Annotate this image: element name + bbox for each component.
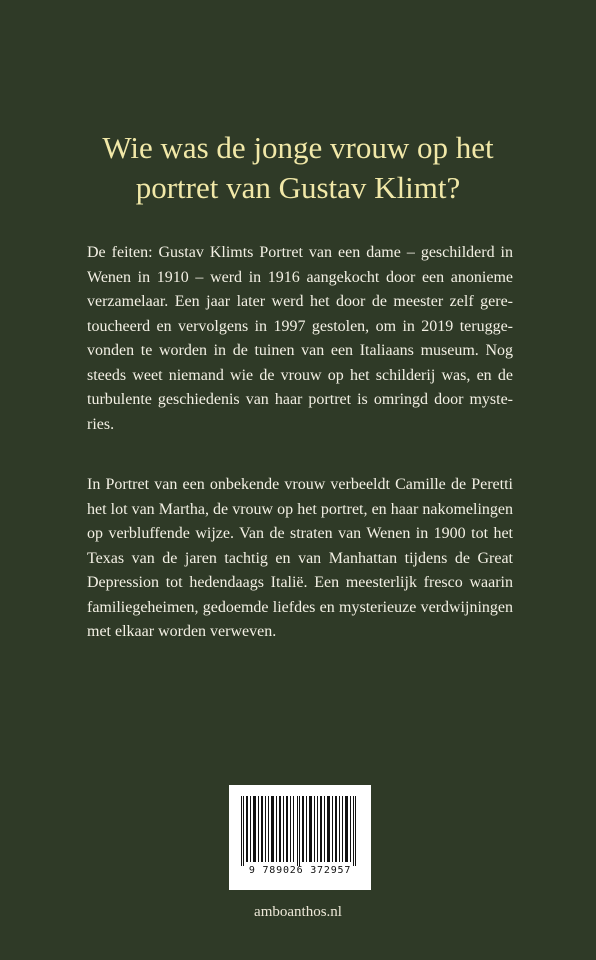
blurb-paragraph-2 (87, 473, 513, 645)
publisher-website: amboanthos.nl (254, 904, 342, 920)
headline-line-1: Wie was de jonge vrouw op het (102, 130, 494, 165)
blurb-line: op verbluffende wijze. Van de straten van Wenen in 1900 tot het (87, 525, 513, 542)
blurb-line: De feiten: Gustav Klimts Portret van een dame – geschilderd in (87, 244, 513, 261)
isbn-barcode (229, 785, 371, 890)
blurb-line: ries. (87, 415, 115, 433)
blurb-line: familiegeheimen, gedoemde liefdes en mysterieuze verdwijningen (87, 598, 513, 616)
blurb-line: steeds weet niemand wie de vrouw op het schilderij was, en de (87, 366, 513, 384)
blurb-line: Texas van de jaren tachtig en van Manhattan tijdens de Great (87, 549, 513, 567)
blurb-line: In Portret van een onbekende vrouw verbeeldt Camille de Peretti (87, 476, 513, 493)
headline-line-2: portret van Gustav Klimt? (135, 170, 461, 205)
blurb-line: het lot van Martha, de vrouw op het portret, en haar nakomelingen (87, 500, 513, 518)
blurb-line: verzamelaar. Een jaar later werd het door de meester zelf gere- (87, 293, 513, 310)
isbn-number: 9 789026 372957 (248, 865, 352, 876)
blurb-line: Wenen in 1910 – werd in 1916 aangekocht door een anonieme (87, 268, 513, 286)
cover-headline (0, 128, 596, 208)
blurb-line: Depression tot hedendaags Italië. Een meesterlijk fresco waarin (87, 574, 513, 591)
blurb-line: vonden te worden in de tuinen van een Italiaans museum. Nog (87, 342, 513, 359)
blurb-line: met elkaar worden verweven. (87, 623, 277, 640)
barcode-bars (241, 796, 359, 866)
blurb-line: turbulente geschiedenis van haar portret is omringd door myste- (87, 391, 513, 408)
blurb-paragraph-1 (87, 241, 513, 437)
blurb-line: toucheerd en vervolgens in 1997 gestolen, om in 2019 terugge- (87, 317, 513, 335)
